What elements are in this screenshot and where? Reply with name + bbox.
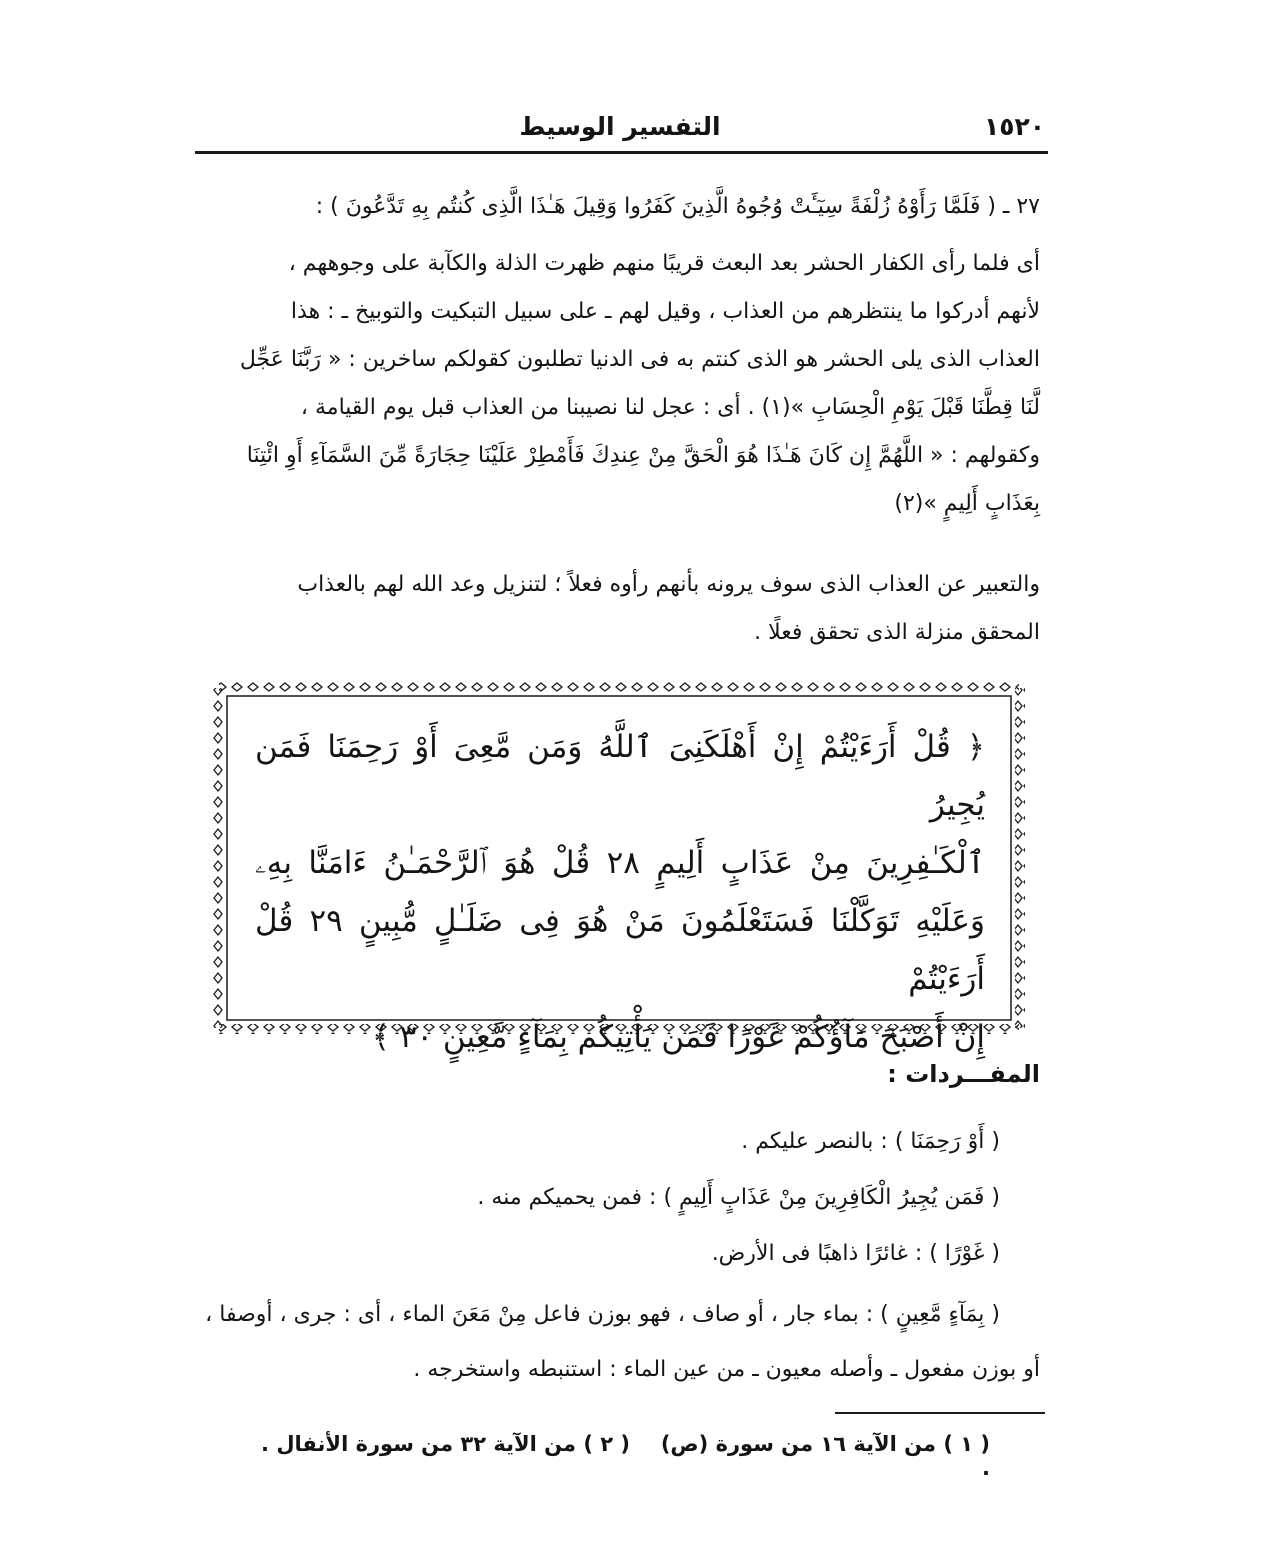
running-title: التفسير الوسيط bbox=[519, 112, 721, 141]
commentary-line: وكقولهم : « اللَّهُمَّ إِن كَانَ هَـٰذَا هُوَ الْحَقَّ مِنْ عِندِكَ فَأَمْطِرْ عَلَيْنَا حِجَارَةً مِّنَ السَّمَآءِ أَوِ ائْتِنَا bbox=[246, 443, 1040, 468]
commentary-line: لَّنَا قِطَّنَا قَبْلَ يَوْمِ الْحِسَابِ »(١) . أى : عجل لنا نصيبنا من العذاب قبل يوم القيامة ، bbox=[300, 395, 1040, 420]
quran-line: ﴿ قُلْ أَرَءَيْتُمْ إِنْ أَهْلَكَنِىَ ٱللَّهُ وَمَن مَّعِىَ أَوْ رَحِمَنَا فَمَن يُجِيرُ bbox=[255, 729, 985, 823]
footnote-rule bbox=[835, 1412, 1045, 1414]
commentary-line: العذاب الذى يلى الحشر هو الذى كنتم به فى الدنيا تطلبون كقولكم ساخرين : « رَبَّنَا عَجِّل bbox=[239, 347, 1040, 372]
footnote-2: ( ٢ ) من الآية ٣٢ من سورة الأنفال . bbox=[261, 1432, 630, 1456]
verse-27-heading bbox=[190, 186, 1040, 228]
header-rule bbox=[195, 151, 1048, 154]
page-number: ١٥٢٠ bbox=[983, 112, 1045, 141]
commentary-line: بِعَذَابٍ أَلِيمٍ »(٢) bbox=[894, 491, 1040, 516]
commentary-paragraph-2 bbox=[190, 564, 1040, 660]
verse-27-text: ٢٧ ـ ( فَلَمَّا رَأَوْهُ زُلْفَةً سِيٓـَٔتْ وُجُوهُ الَّذِينَ كَفَرُوا وَقِيلَ هَـٰذَا الَّذِى كُنتُم بِهِ تَدَّعُونَ ) : bbox=[315, 194, 1040, 219]
commentary-paragraph-1 bbox=[190, 243, 1040, 531]
quran-verses bbox=[255, 718, 985, 1066]
commentary-line: المحقق منزلة الذى تحقق فعلًا . bbox=[754, 620, 1040, 645]
vocabulary-item: ( غَوْرًا ) : غائرًا ذاهبًا فى الأرض. bbox=[711, 1241, 1000, 1266]
quran-line: ٱلْكَـٰفِرِينَ مِنْ عَذَابٍ أَلِيمٍ ٢٨ قُلْ هُوَ ٱلرَّحْمَـٰنُ ءَامَنَّا بِهِۦ bbox=[255, 845, 985, 881]
quran-line: وَعَلَيْهِ تَوَكَّلْنَا فَسَتَعْلَمُونَ مَنْ هُوَ فِى ضَلَـٰلٍ مُّبِينٍ ٢٩ قُلْ أَرَءَيْتُمْ bbox=[255, 903, 985, 997]
commentary-line: أى فلما رأى الكفار الحشر بعد البعث قريبًا منهم ظهرت الذلة والكآبة على وجوههم ، bbox=[288, 251, 1040, 276]
vocabulary-item: ( بِمَآءٍ مَّعِينٍ ) : بماء جار ، أو صاف ، فهو بوزن فاعل مِنْ مَعَنَ الماء ، أى : جرى ، أوصفا ، bbox=[205, 1302, 1000, 1327]
vocabulary-item: أو بوزن مفعول ـ وأصله معيون ـ من عين الماء : استنبطه واستخرجه . bbox=[413, 1357, 1040, 1382]
quran-line: إِنْ أَصْبَحَ مَآؤُكُمْ غَوْرًا فَمَن يَأْتِيكُم بِمَآءٍ مَّعِينٍ ٣٠ ﴾ bbox=[371, 1019, 985, 1055]
commentary-line: لأنهم أدركوا ما ينتظرهم من العذاب ، وقيل لهم ـ على سبيل التبكيت والتوبيخ ـ : هذا bbox=[290, 299, 1040, 324]
vocabulary-heading: المفـــردات : bbox=[887, 1060, 1040, 1088]
footnote-1: ( ١ ) من الآية ١٦ من سورة (ص) . bbox=[660, 1432, 990, 1480]
vocabulary-item: ( فَمَن يُجِيرُ الْكَافِرِينَ مِنْ عَذَابٍ أَلِيمٍ ) : فمن يحميكم منه . bbox=[477, 1185, 1000, 1210]
commentary-line: والتعبير عن العذاب الذى سوف يرونه بأنهم رأوه فعلاً ؛ لتنزيل وعد الله لهم بالعذاب bbox=[297, 572, 1040, 597]
vocabulary-item: ( أَوْ رَحِمَنَا ) : بالنصر عليكم . bbox=[741, 1129, 1000, 1154]
